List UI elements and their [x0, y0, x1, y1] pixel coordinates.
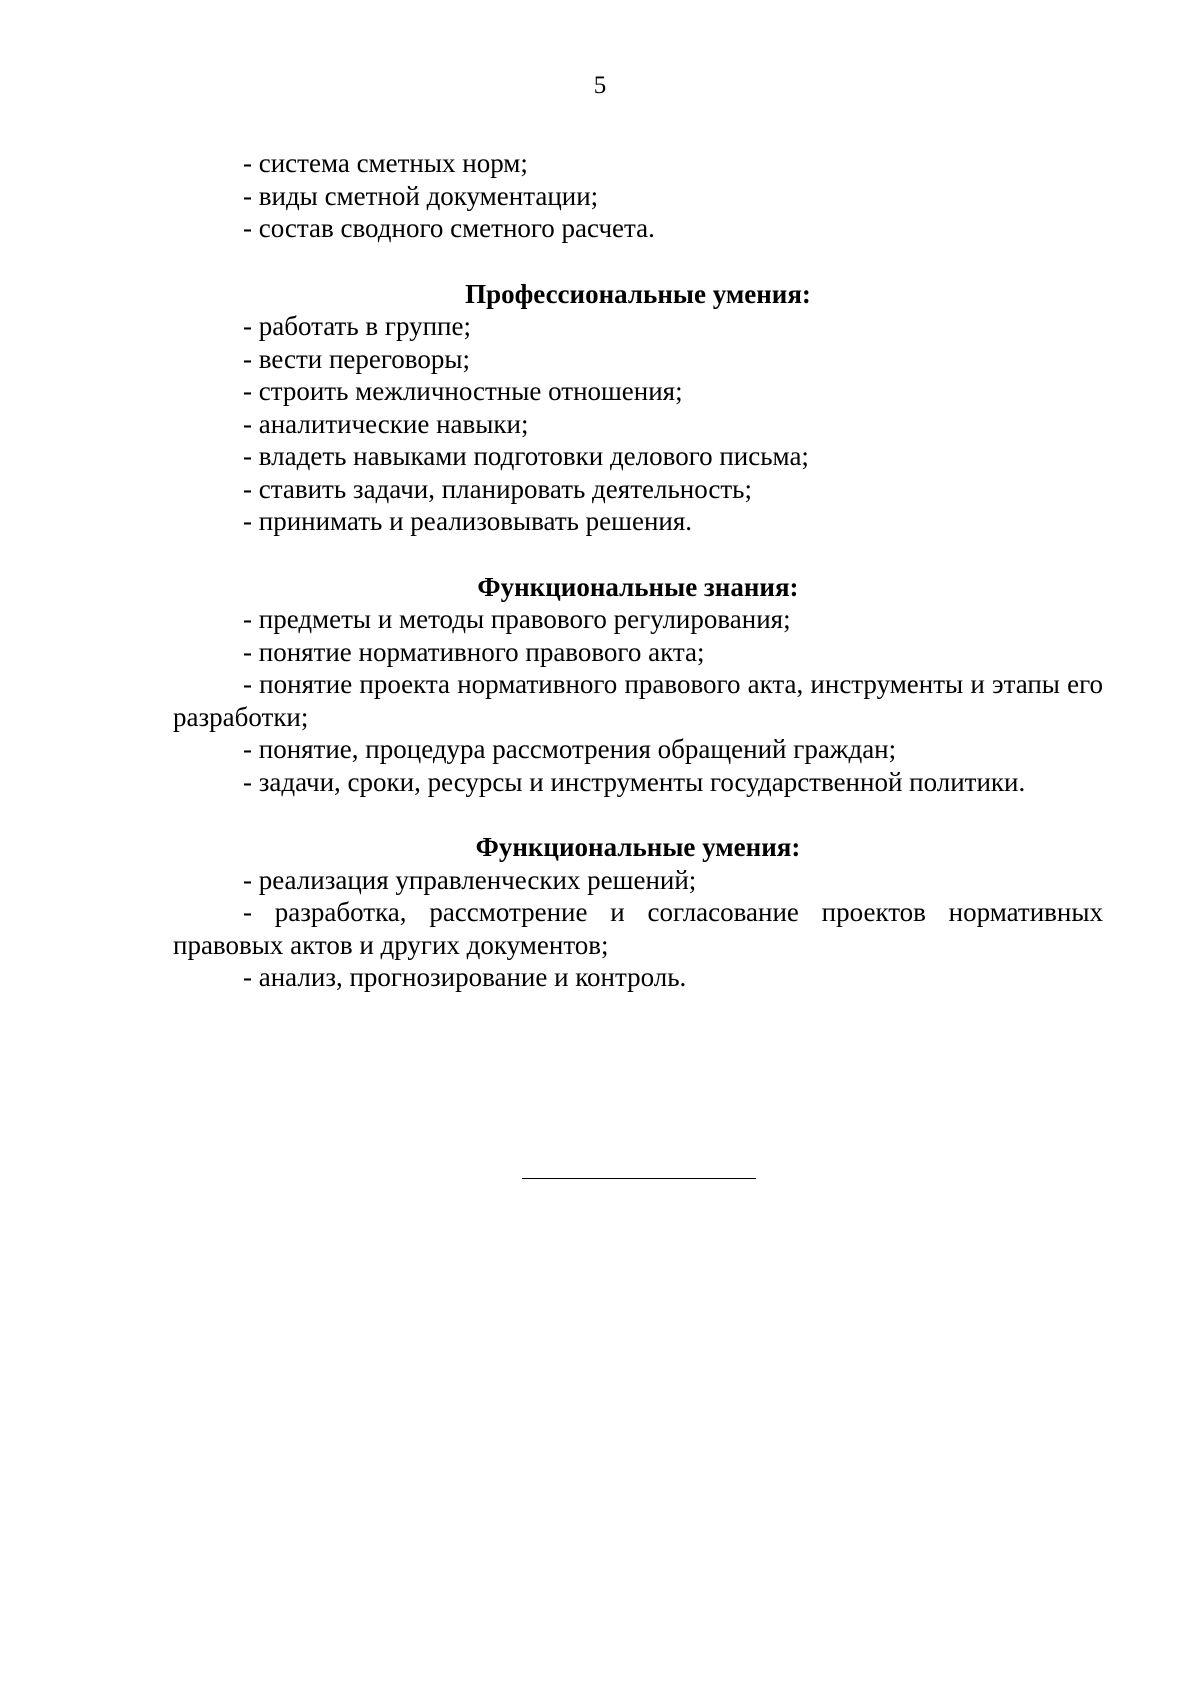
list-item: - работать в группе;: [243, 311, 471, 341]
list-item: - система сметных норм;: [243, 148, 528, 178]
list-item: - аналитические навыки;: [243, 408, 529, 439]
list-item: - анализ, прогнозирование и контроль.: [243, 962, 687, 992]
list-item: - состав сводного сметного расчета.: [243, 213, 655, 243]
list-item: - понятие нормативного правового акта;: [243, 636, 705, 667]
section-heading: Функциональные умения:: [475, 832, 801, 862]
list-item: - предметы и методы правового регулирования;: [243, 604, 791, 634]
list-item: - понятие проекта нормативного правового акта, инструменты и этапы его разработки;: [173, 669, 1103, 732]
section-heading: Функциональные знания:: [477, 571, 799, 602]
document-body: [173, 147, 1103, 994]
page-number: 5: [593, 72, 607, 99]
list-item: - вести переговоры;: [243, 343, 470, 374]
list-item: - строить межличностные отношения;: [243, 376, 683, 406]
list-item: - задачи, сроки, ресурсы и инструменты государственной политики.: [243, 766, 1026, 797]
section-heading: Профессиональные умения:: [465, 278, 811, 309]
list-item: - виды сметной документации;: [243, 180, 599, 211]
end-divider-line: [522, 1178, 756, 1179]
list-item: - владеть навыками подготовки делового письма;: [243, 441, 809, 471]
list-item: - понятие, процедура рассмотрения обращений граждан;: [243, 734, 897, 764]
list-item: - принимать и реализовывать решения.: [243, 506, 693, 536]
list-item: - реализация управленческих решений;: [243, 864, 697, 895]
list-item: - разработка, рассмотрение и согласование проектов нормативных правовых актов и других документов;: [173, 897, 1103, 960]
list-item: - ставить задачи, планировать деятельность;: [243, 473, 752, 504]
